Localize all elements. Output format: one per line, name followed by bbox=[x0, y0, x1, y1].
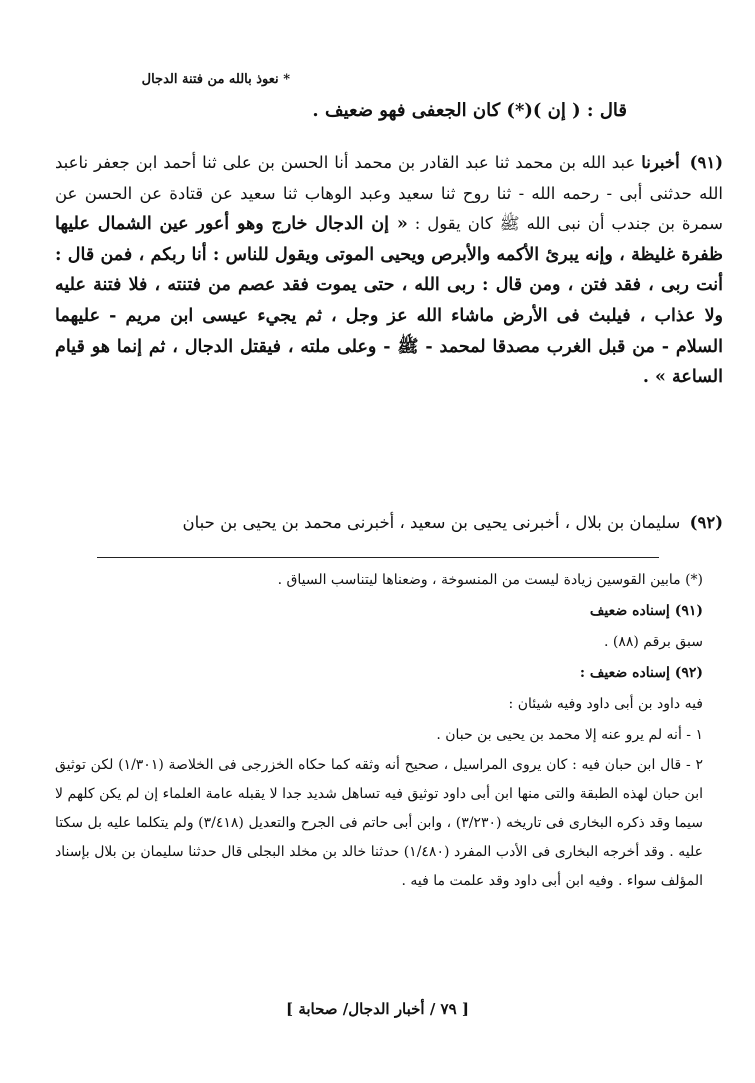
footnote-91-text: سبق برقم (٨٨) . bbox=[603, 634, 703, 650]
isnad-text: عبد الله بن محمد ثنا عبد القادر بن محمد أنا الحسن بن على ثنا أحمد ابن جعفر ناعبد الله حدثنى أبى - رحمه الله - ثنا روح ثنا سعيد وعبد الوهاب ثنا سعيد عن قتادة عن الحسن عن سمرة بن جندب أن نبى الله ﷺ كان يقول : bbox=[55, 153, 724, 234]
footnote-92-heading: (٩٢) إسناده ضعيف : bbox=[579, 665, 703, 681]
hadith-number-91: (٩١) bbox=[689, 153, 723, 172]
hadith-92-text: سليمان بن بلال ، أخبرنى يحيى بن سعيد ، أخبرنى محمد بن يحيى بن حبان bbox=[182, 513, 681, 532]
matn-text: « إن الدجال خارج وهو أعور عين الشمال عليها ظفرة غليظة ، وإنه يبرئ الأكمه والأبرص ويحيى الموتى ويقول للناس : أنا ربكم ، فمن قال : أنت ربى ، فقد فتن ، ومن قال : ربى الله ، حتى يموت فقد عصم من فتنته ، فلا فتنة عليه ولا عذاب ، فيلبث فى الأرض ماشاء الله عز وجل ، ثم يجيء عيسى ابن مريم - عليهما السلام - من قبل الغرب مصدقا لمحمد - ﷺ - وعلى ملته ، فيقتل الدجال ، ثم إنما هو قيام الساعة » . bbox=[55, 214, 723, 388]
running-header: * نعوذ بالله من فتنة الدجال bbox=[141, 72, 290, 87]
footnote-91-heading: (٩١) إسناده ضعيف bbox=[589, 603, 703, 619]
footnote-92-point-1: ١ - أنه لم يرو عنه إلا محمد بن يحيى بن حبان . bbox=[436, 727, 703, 743]
footnote-92-point-2: ٢ - قال ابن حبان فيه : كان يروى المراسيل ، صحيح أنه وثقه كما حكاه الخزرجى فى الخلاصة (١/٣٠١) لكن توثيق ابن حبان لهذه الطبقة والتى منها ابن أبى داود توثيق فيه تساهل شديد جدا لا يقبله عامة العلماء إن لم يكن كلهم لا سيما وقد ذكره البخارى فى تاريخه (٣/٢٣٠) ، وابن أبى حاتم فى الجرح والتعديل (٣/٤١٨) ولم يتكلما عليه بل سكتا عليه . وقد أخرجه البخارى فى الأدب المفرد (١/٤٨٠) حدثنا خالد بن مخلد البجلى قال حدثنا سليمان بن بلال بإسناد المؤلف سواء . وفيه ابن أبى داود وقد علمت ما فيه . bbox=[55, 757, 703, 889]
isnad-lead: أخبرنا bbox=[641, 153, 680, 172]
footnote-divider bbox=[97, 557, 659, 558]
hadith-91 bbox=[55, 148, 723, 393]
qala-line: قال : ( إن )(*) كان الجعفى فهو ضعيف . bbox=[312, 100, 627, 121]
page-footer: [ ٧٩ / أخبار الدجال/ صحابة ] bbox=[286, 1000, 469, 1018]
footnote-star: (*) مابين القوسين زيادة ليست من المنسوخة ، وضعناها ليتناسب السياق . bbox=[277, 572, 703, 588]
hadith-92 bbox=[55, 508, 723, 538]
footnote-92-intro: فيه داود بن أبى داود وفيه شيئان : bbox=[508, 696, 703, 712]
hadith-number-92: (٩٢) bbox=[689, 513, 723, 532]
footnotes bbox=[55, 565, 723, 896]
